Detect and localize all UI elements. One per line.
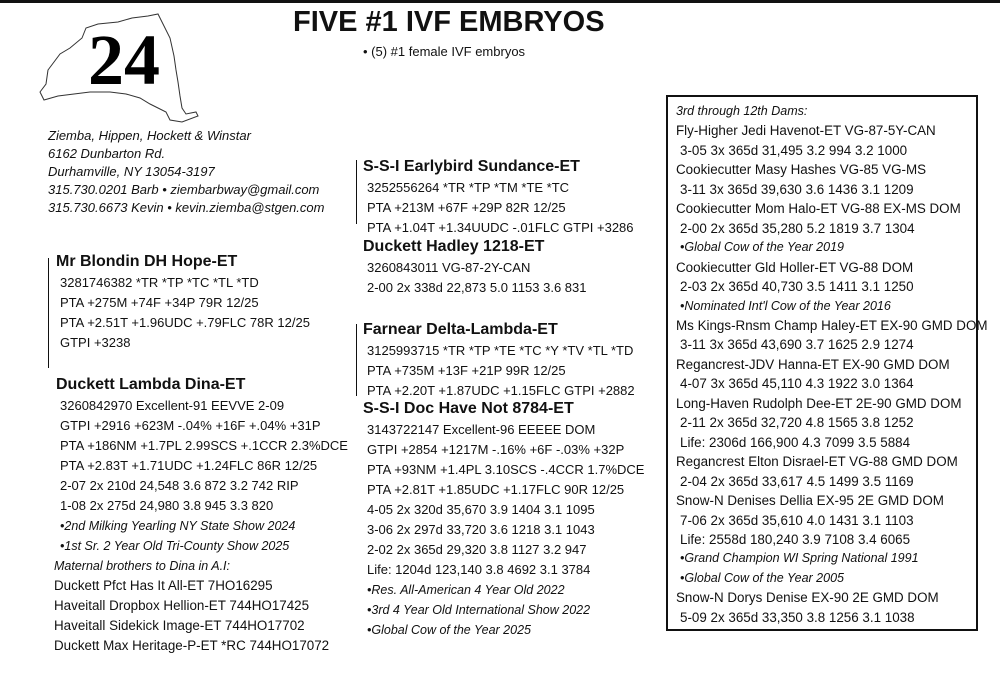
sire-bracket bbox=[48, 258, 49, 368]
ggdam-line: PTA +2.81T +1.85UDC +1.17FLC 90R 12/25 bbox=[367, 482, 625, 497]
granddam-line: 2-00 2x 338d 22,873 5.0 1153 3.6 831 bbox=[367, 280, 587, 295]
top-rule bbox=[0, 0, 1000, 3]
dam-ancestor-record: 2-04 2x 365d 33,617 4.5 1499 3.5 1169 bbox=[680, 473, 914, 489]
dam-ancestor-name: Ms Kings-Rnsm Champ Haley-ET EX-90 GMD DOM bbox=[676, 317, 988, 333]
dam-ancestor-record: 3-11 3x 365d 39,630 3.6 1436 3.1 1209 bbox=[680, 181, 914, 197]
lot-number: 24 bbox=[88, 20, 160, 100]
dam-ancestor-record: 2-11 2x 365d 32,720 4.8 1565 3.8 1252 bbox=[680, 415, 914, 431]
brother-item: Duckett Max Heritage-P-ET *RC 744HO17072 bbox=[54, 638, 330, 653]
mgs-line: 3252556264 *TR *TP *TM *TE *TC bbox=[367, 180, 570, 195]
dam-ancestor-record: 3-11 3x 365d 43,690 3.7 1625 2.9 1274 bbox=[680, 337, 914, 353]
dam-line: GTPI +2916 +623M -.04% +16F +.04% +31P bbox=[60, 418, 321, 433]
dam-ancestor-note: •Global Cow of the Year 2019 bbox=[680, 240, 844, 255]
mgs2-bracket bbox=[356, 324, 357, 396]
dam-ancestor-record: 2-03 2x 365d 40,730 3.5 1411 3.1 1250 bbox=[680, 279, 914, 295]
brother-item: Haveitall Dropbox Hellion-ET 744HO17425 bbox=[54, 598, 310, 613]
ggdam-block bbox=[363, 398, 644, 640]
dam-ancestor-note: •Nominated Int'l Cow of the Year 2016 bbox=[680, 298, 891, 313]
dam-ancestor-name: Long-Haven Rudolph Dee-ET 2E-90 GMD DOM bbox=[676, 395, 962, 411]
dam-ancestor-note: •Global Cow of the Year 2005 bbox=[680, 570, 844, 585]
dam-ancestor-name: Regancrest-JDV Hanna-ET EX-90 GMD DOM bbox=[676, 356, 950, 372]
dam-ancestor-name: Snow-N Denises Dellia EX-95 2E GMD DOM bbox=[676, 493, 944, 509]
dam-ancestor-record: Life: 2558d 180,240 3.9 7108 3.4 6065 bbox=[680, 531, 911, 547]
lot-badge bbox=[30, 8, 200, 126]
mgs2-name: Farnear Delta-Lambda-ET bbox=[363, 321, 558, 338]
dam-ancestor-name: Cookiecutter Masy Hashes VG-85 VG-MS bbox=[676, 162, 927, 178]
dam-block bbox=[56, 374, 348, 556]
dam-ancestor-name: Snow-N Dorys Denise EX-90 2E GMD DOM bbox=[676, 590, 939, 606]
owner-address: 6162 Dunbarton Rd. bbox=[48, 146, 166, 161]
sire-line: 3281746382 *TR *TP *TC *TL *TD bbox=[60, 275, 259, 290]
owner-contact-kevin: 315.730.6673 Kevin • kevin.ziemba@stgen.com bbox=[48, 200, 325, 215]
sire-block bbox=[56, 251, 310, 353]
brothers-heading: Maternal brothers to Dina in A.I: bbox=[54, 559, 231, 573]
granddam-line: 3260843011 VG-87-2Y-CAN bbox=[367, 260, 531, 275]
dam-line: 2-07 2x 210d 24,548 3.6 872 3.2 742 RIP bbox=[60, 478, 299, 493]
owner-contact bbox=[48, 127, 324, 217]
mgs2-line: PTA +735M +13F +21P 99R 12/25 bbox=[367, 363, 566, 378]
sire-name: Mr Blondin DH Hope-ET bbox=[56, 253, 238, 270]
ggdam-line: PTA +93NM +1.4PL 3.10SCS -.4CCR 1.7%DCE bbox=[367, 462, 645, 477]
dam-ancestor-record: Life: 2306d 166,900 4.3 7099 3.5 5884 bbox=[680, 434, 911, 450]
dam-ancestor-record: 5-09 2x 365d 33,350 3.8 1256 3.1 1038 bbox=[680, 609, 915, 625]
dam-ancestor-record: 7-06 2x 365d 35,610 4.0 1431 3.1 1103 bbox=[680, 512, 914, 528]
sire-line: PTA +2.51T +1.96UDC +.79FLC 78R 12/25 bbox=[60, 315, 310, 330]
dam-line: PTA +2.83T +1.71UDC +1.24FLC 86R 12/25 bbox=[60, 458, 318, 473]
sire-line: PTA +275M +74F +34P 79R 12/25 bbox=[60, 295, 259, 310]
dam-name: Duckett Lambda Dina-ET bbox=[56, 376, 246, 393]
dam-line: PTA +186NM +1.7PL 2.99SCS +.1CCR 2.3%DCE bbox=[60, 438, 348, 453]
ggdam-line: Life: 1204d 123,140 3.8 4692 3.1 3784 bbox=[367, 562, 591, 577]
owner-city: Durhamville, NY 13054-3197 bbox=[48, 164, 215, 179]
brother-item: Duckett Pfct Has It All-ET 7HO16295 bbox=[54, 578, 273, 593]
ggdam-line: 3-06 2x 297d 33,720 3.6 1218 3.1 1043 bbox=[367, 522, 595, 537]
ggdam-line: GTPI +2854 +1217M -.16% +6F -.03% +32P bbox=[367, 442, 625, 457]
dam-ancestor-name: Cookiecutter Gld Holler-ET VG-88 DOM bbox=[676, 259, 914, 275]
page-title: FIVE #1 IVF EMBRYOS bbox=[293, 6, 605, 38]
dam-ancestor-note: •Grand Champion WI Spring National 1991 bbox=[680, 551, 919, 566]
mgs-line: PTA +1.04T +1.34UUDC -.01FLC GTPI +3286 bbox=[367, 220, 634, 235]
ggdam-note: •Res. All-American 4 Year Old 2022 bbox=[367, 583, 565, 597]
dam-line: 3260842970 Excellent-91 EEVVE 2-09 bbox=[60, 398, 285, 413]
ggdam-note: •3rd 4 Year Old International Show 2022 bbox=[367, 603, 591, 617]
brother-item: Haveitall Sidekick Image-ET 744HO17702 bbox=[54, 618, 305, 633]
dam-ancestor-name: Regancrest Elton Disrael-ET VG-88 GMD DOM bbox=[676, 454, 958, 470]
granddam-name: Duckett Hadley 1218-ET bbox=[363, 238, 545, 255]
sire-line: GTPI +3238 bbox=[60, 335, 131, 350]
mgs-block bbox=[363, 156, 634, 238]
dam-ancestor-record: 2-00 2x 365d 35,280 5.2 1819 3.7 1304 bbox=[680, 220, 915, 236]
granddam-block bbox=[363, 236, 587, 298]
mgs2-block bbox=[363, 319, 635, 401]
ggdam-note: •Global Cow of the Year 2025 bbox=[367, 623, 531, 637]
dam-ancestor-name: Cookiecutter Mom Halo-ET VG-88 EX-MS DOM bbox=[676, 201, 961, 217]
brothers-block bbox=[54, 556, 329, 656]
dam-ancestor-record: 4-07 3x 365d 45,110 4.3 1922 3.0 1364 bbox=[680, 376, 914, 392]
mgs2-line: 3125993715 *TR *TP *TE *TC *Y *TV *TL *TD bbox=[367, 343, 634, 358]
mgs2-line: PTA +2.20T +1.87UDC +1.15FLC GTPI +2882 bbox=[367, 383, 635, 398]
dam-note: •2nd Milking Yearling NY State Show 2024 bbox=[60, 519, 296, 533]
dams-heading: 3rd through 12th Dams: bbox=[676, 104, 808, 118]
page-subtitle: • (5) #1 female IVF embryos bbox=[363, 44, 526, 59]
mgs-line: PTA +213M +67F +29P 82R 12/25 bbox=[367, 200, 566, 215]
ggdam-name: S-S-I Doc Have Not 8784-ET bbox=[363, 400, 574, 417]
ggdam-line: 2-02 2x 365d 29,320 3.8 1127 3.2 947 bbox=[367, 542, 587, 557]
mgs-name: S-S-I Earlybird Sundance-ET bbox=[363, 158, 580, 175]
dams-list bbox=[676, 102, 988, 627]
dam-ancestor-name: Fly-Higher Jedi Havenot-ET VG-87-5Y-CAN bbox=[676, 123, 936, 139]
dam-line: 1-08 2x 275d 24,980 3.8 945 3.3 820 bbox=[60, 498, 274, 513]
dam-ancestor-record: 3-05 3x 365d 31,495 3.2 994 3.2 1000 bbox=[680, 142, 908, 158]
dam-note: •1st Sr. 2 Year Old Tri-County Show 2025 bbox=[60, 539, 290, 553]
owner-names: Ziemba, Hippen, Hockett & Winstar bbox=[48, 128, 251, 143]
ggdam-line: 4-05 2x 320d 35,670 3.9 1404 3.1 1095 bbox=[367, 502, 595, 517]
owner-contact-barb: 315.730.0201 Barb • ziembarbway@gmail.com bbox=[48, 182, 320, 197]
ggdam-line: 3143722147 Excellent-96 EEEEE DOM bbox=[367, 422, 596, 437]
mgs-bracket bbox=[356, 160, 357, 224]
